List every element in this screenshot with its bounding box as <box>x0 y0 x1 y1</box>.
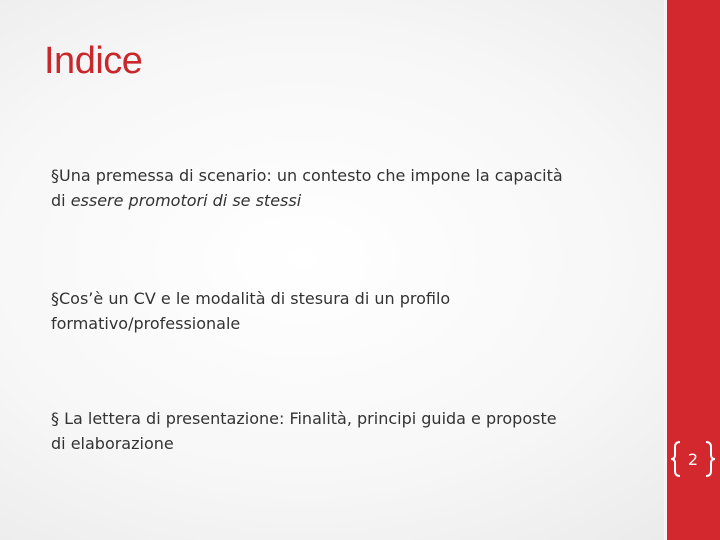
bullet-line: di elaborazione <box>51 434 174 453</box>
bullet-line: § La lettera di presentazione: Finalità, principi guida e proposte <box>51 409 557 428</box>
bullet-line <box>51 188 651 213</box>
bullet-item-letter <box>51 406 651 456</box>
page-number: 2 <box>687 449 699 469</box>
bullet-line: §Una premessa di scenario: un contesto che impone la capacità <box>51 166 563 185</box>
page-number-badge <box>666 438 720 480</box>
bullet-item-scenario <box>51 163 651 213</box>
bullet-italic-text: essere promotori di se stessi <box>70 191 302 210</box>
bullet-text: di <box>51 191 71 210</box>
bullet-item-cv <box>51 286 651 336</box>
slide-title: Indice <box>44 40 143 82</box>
bullet-line: formativo/professionale <box>51 314 241 333</box>
bullet-line: §Cos’è un CV e le modalità di stesura di un profilo <box>51 289 451 308</box>
